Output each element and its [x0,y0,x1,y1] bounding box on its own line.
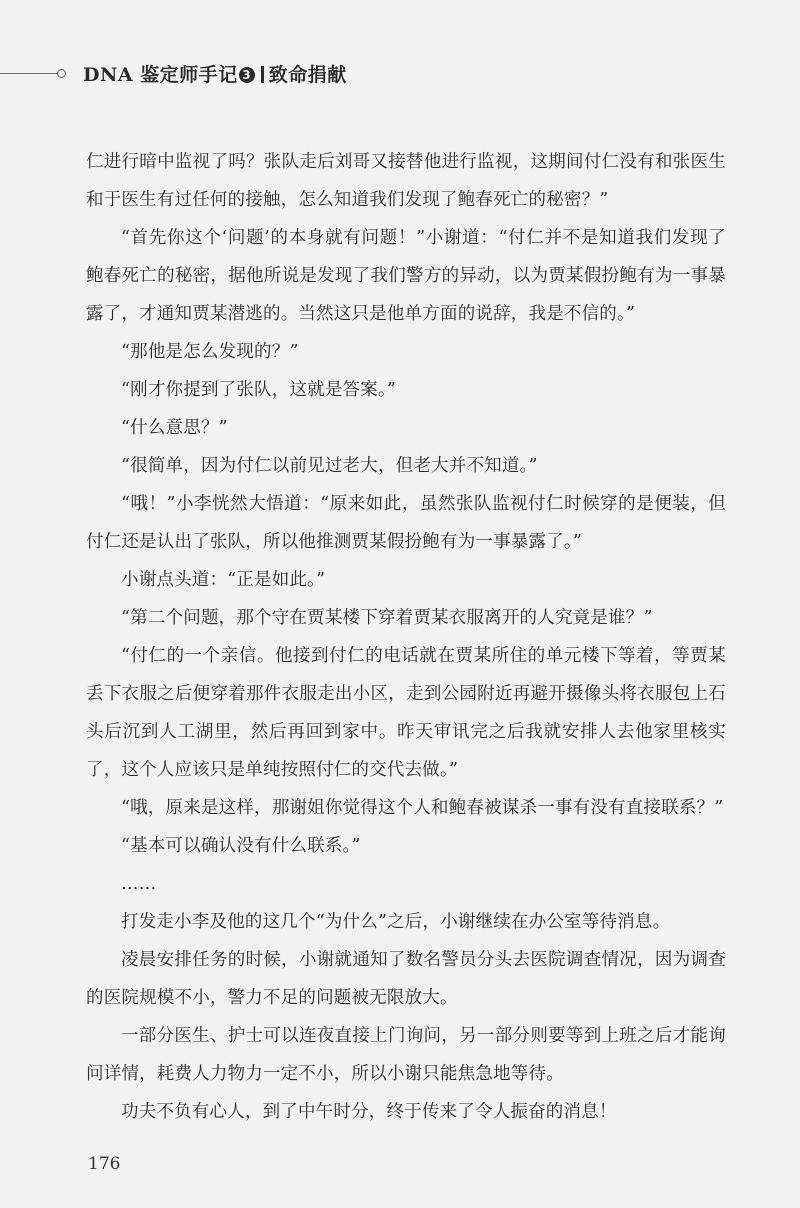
paragraph: “哦，原来是这样，那谢姐你觉得这个人和鲍春被谋杀一事有没有直接联系？” [121,798,724,818]
volume-badge: 3 [239,67,255,83]
paragraph: 凌晨安排任务的时候，小谢就通知了数名警员分头去医院调查情况，因为调查的医院规模不小，警力不足的问题被无限放大。 [86,950,726,1008]
header-rule [0,73,58,74]
paragraph: 一部分医生、护士可以连夜直接上门询问，另一部分则要等到上班之后才能询问详情，耗费人力物力一定不小，所以小谢只能焦急地等待。 [86,1026,726,1084]
paragraph: 打发走小李及他的这几个“为什么”之后，小谢继续在办公室等待消息。 [121,912,671,932]
paragraph: “第二个问题，那个守在贾某楼下穿着贾某衣服离开的人究竟是谁？” [121,608,653,628]
paragraph: 小谢点头道：“正是如此。” [121,570,326,590]
header-circle-ornament [57,69,66,78]
paragraph: “首先你这个‘问题’的本身就有问题！”小谢道：“付仁并不是知道我们发现了鲍春死亡的秘密，据他所说是发现了我们警方的异动，以为贾某假扮鲍有为一事暴露了，才通知贾某潜逃的。当然这只是他单方面的说辞，我是不信的。” [86,228,726,324]
book-title [83,60,347,87]
paragraph: “刚才你提到了张队，这就是答案。” [121,380,397,400]
paragraph: “什么意思？” [121,418,228,438]
book-title-main: DNA 鉴定师手记 [83,64,238,86]
paragraph: “基本可以确认没有什么联系。” [121,836,361,856]
paragraph: 功夫不负有心人，到了中午时分，终于传来了令人振奋的消息！ [121,1102,617,1122]
running-header [0,56,800,92]
paragraph: “很简单，因为付仁以前见过老大，但老大并不知道。” [121,456,538,476]
paragraph: …… [121,874,157,894]
header-separator-bar [261,66,264,83]
paragraph: “那他是怎么发现的？” [121,342,299,362]
page-number: 176 [88,1154,121,1174]
book-subtitle: 致命捐献 [268,64,347,86]
paragraph: “付仁的一个亲信。他接到付仁的电话就在贾某所住的单元楼下等着，等贾某丢下衣服之后便穿着那件衣服走出小区，走到公园附近再避开摄像头将衣服包上石头后沉到人工湖里，然后再回到家中。昨天审讯完之后我就安排人去他家里核实了，这个人应该只是单纯按照付仁的交代去做。” [86,646,726,780]
paragraph: “哦！”小李恍然大悟道：“原来如此，虽然张队监视付仁时候穿的是便装，但付仁还是认出了张队，所以他推测贾某假扮鲍有为一事暴露了。” [86,494,726,552]
page-body [86,143,726,1131]
paragraph: 仁进行暗中监视了吗？张队走后刘哥又接替他进行监视，这期间付仁没有和张医生和于医生有过任何的接触，怎么知道我们发现了鲍春死亡的秘密？” [86,152,726,210]
